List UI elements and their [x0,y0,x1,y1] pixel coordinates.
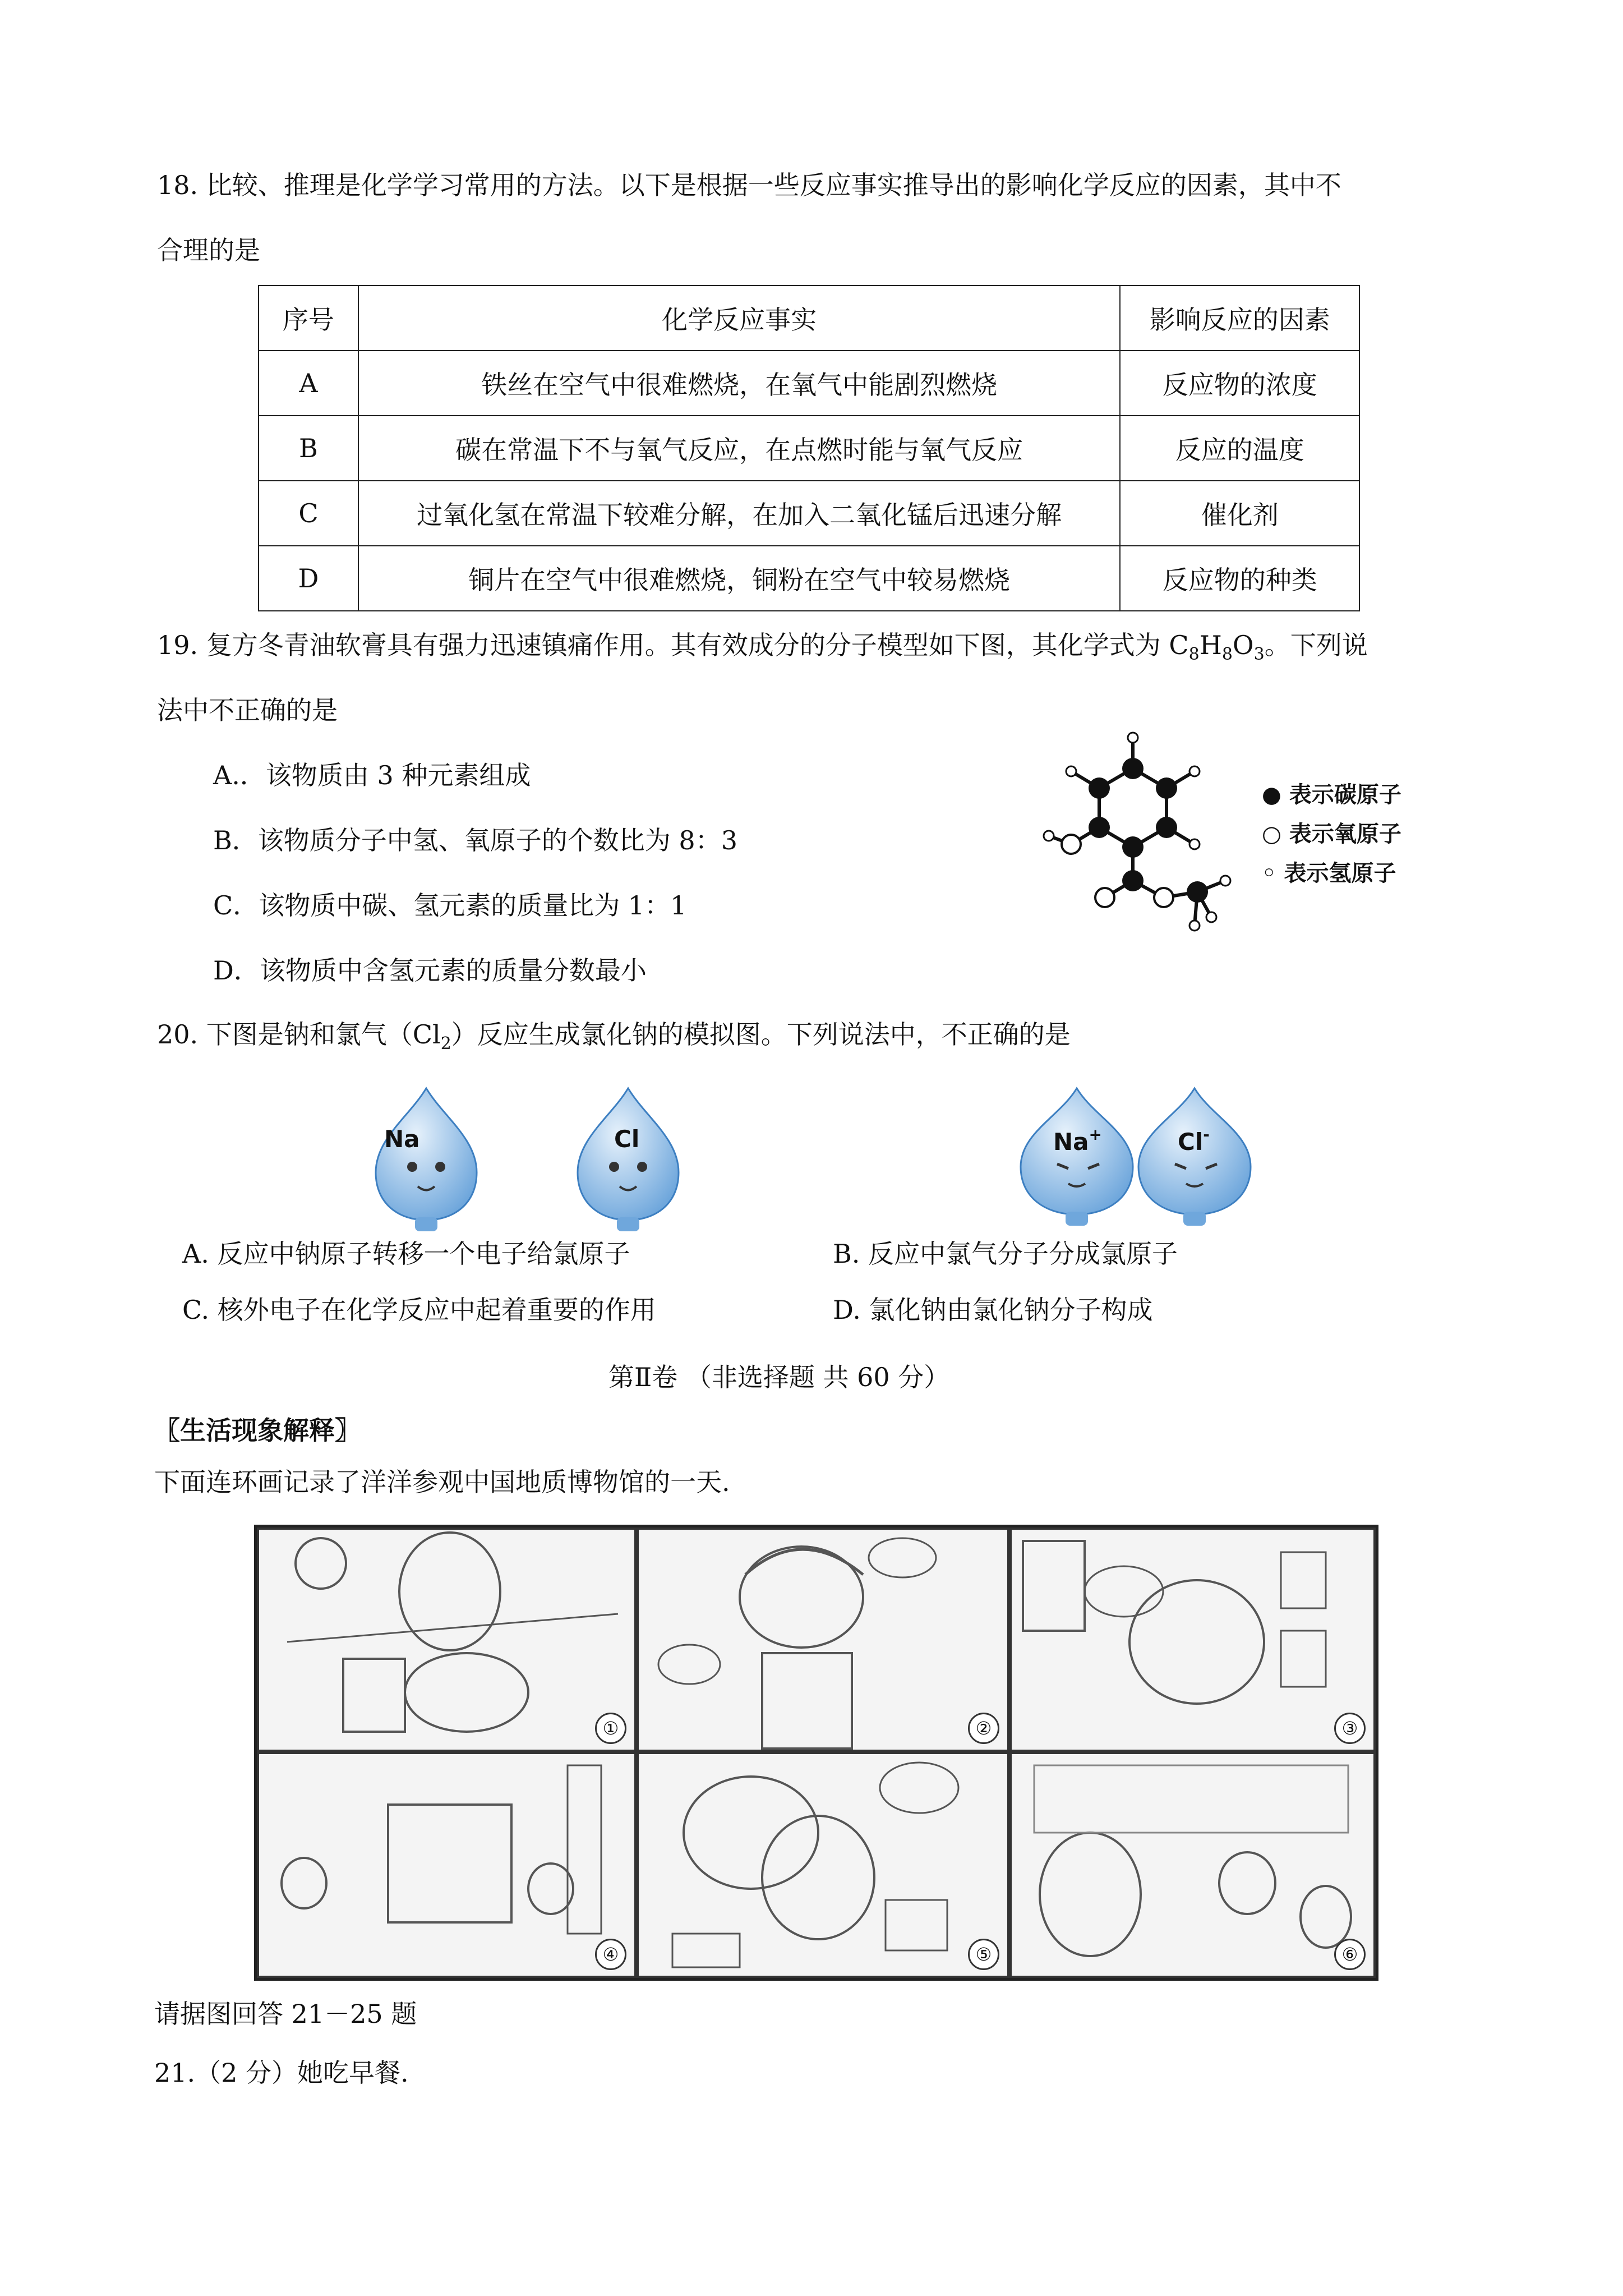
section-title: 第Ⅱ卷 （非选择题 共 60 分） [608,1362,950,1392]
table-header-cell: 化学反应事实 [358,286,1121,351]
panel-number: ④ [595,1939,626,1970]
table-header-cell: 序号 [259,286,358,351]
row-fact: 碳在常温下不与氧气反应，在点燃时能与氧气反应 [358,416,1121,481]
q20-stem: 20. 下图是钠和氯气$(Cl_2)$反应生成氯化钠的模拟图。下列说法中，不正确的是 [157,1019,1071,1053]
q19-option-d: D．该物质中含氢元素的质量分数最小 [213,955,647,986]
row-id: D [259,546,358,611]
comic-panel-1 [257,1527,637,1752]
q19-option-a: A.．该物质由 3 种元素组成 [213,760,531,790]
q19-option-b: B．该物质分子中氢、氧原子的个数比为 8：3 [213,825,737,855]
q20-option-c: C. 核外电子在化学反应中起着重要的作用 [182,1295,656,1325]
row-id: C [259,481,358,546]
cl-atom-drop [578,1088,679,1231]
panel-number: ② [968,1713,999,1744]
panel-number: ③ [1334,1713,1366,1744]
q19-stem-line1: 19. 复方冬青油软膏具有强力迅速镇痛作用。其有效成分的分子模型如下图，其化学式为 $C_8H_8O_3$。下列说 [157,630,1368,664]
na-ion-drop [1021,1088,1133,1226]
comic-panel-6 [1009,1752,1376,1978]
q20-option-a: A. 反应中钠原子转移一个电子给氯原子 [182,1239,630,1269]
row-fact: 铜片在空气中很难燃烧，铜粉在空气中较易燃烧 [358,546,1121,611]
comic-intro: 下面连环画记录了洋洋参观中国地质博物馆的一天. [154,1467,730,1497]
legend-oxygen: ○ 表示氧原子 [1262,821,1401,847]
legend-carbon: ● 表示碳原子 [1262,782,1401,808]
q18-stem-line2: 合理的是 [157,235,260,265]
table-header-row [259,286,1359,351]
comic-panel-2 [637,1527,1009,1752]
panel-number: ⑤ [968,1939,999,1970]
q19-option-c: C．该物质中碳、氢元素的质量比为 1：1 [213,890,687,921]
q18-stem-line1: 18. 比较、推理是化学学习常用的方法。以下是根据一些反应事实推导出的影响化学反应的因素，其中不 [157,170,1341,200]
cl-ion-label: Cl- [1178,1125,1210,1156]
table-row [259,416,1359,481]
q20-option-d: D. 氯化钠由氯化钠分子构成 [833,1295,1153,1325]
molecule-model [1026,724,1251,948]
comic-question-range: 请据图回答 21－25 题 [154,1999,417,2029]
cl-ion-drop [1138,1088,1251,1226]
row-factor: 催化剂 [1120,481,1359,546]
row-id: A [259,351,358,416]
q21-stem: 21.（2 分）她吃早餐. [154,2058,409,2088]
q20-option-b: B. 反应中氯气分子分成氯原子 [833,1239,1178,1269]
na-ion-label: Na+ [1053,1125,1102,1156]
row-fact: 过氧化氢在常温下较难分解，在加入二氧化锰后迅速分解 [358,481,1121,546]
row-fact: 铁丝在空气中很难燃烧，在氧气中能剧烈燃烧 [358,351,1121,416]
q18-table [258,285,1360,611]
panel-number: ⑥ [1334,1939,1366,1970]
legend-hydrogen: ◦ 表示氢原子 [1262,861,1396,886]
comic-panel-4 [257,1752,637,1978]
sodium-chlorine-diagram [359,1077,1301,1245]
cl-label: Cl [614,1125,640,1153]
row-factor: 反应物的浓度 [1120,351,1359,416]
comic-panel-3 [1009,1527,1376,1752]
table-header-cell: 影响反应的因素 [1120,286,1359,351]
panel-number: ① [595,1713,626,1744]
q19-stem-line2: 法中不正确的是 [157,695,338,725]
section-heading: 〖生活现象解释〗 [154,1415,361,1446]
table-row [259,546,1359,611]
comic-panel-5 [637,1752,1009,1978]
row-id: B [259,416,358,481]
row-factor: 反应物的种类 [1120,546,1359,611]
table-row [259,481,1359,546]
na-atom-drop [376,1088,477,1231]
na-label: Na [384,1125,420,1153]
row-factor: 反应的温度 [1120,416,1359,481]
table-row [259,351,1359,416]
comic-strip [254,1525,1378,1981]
